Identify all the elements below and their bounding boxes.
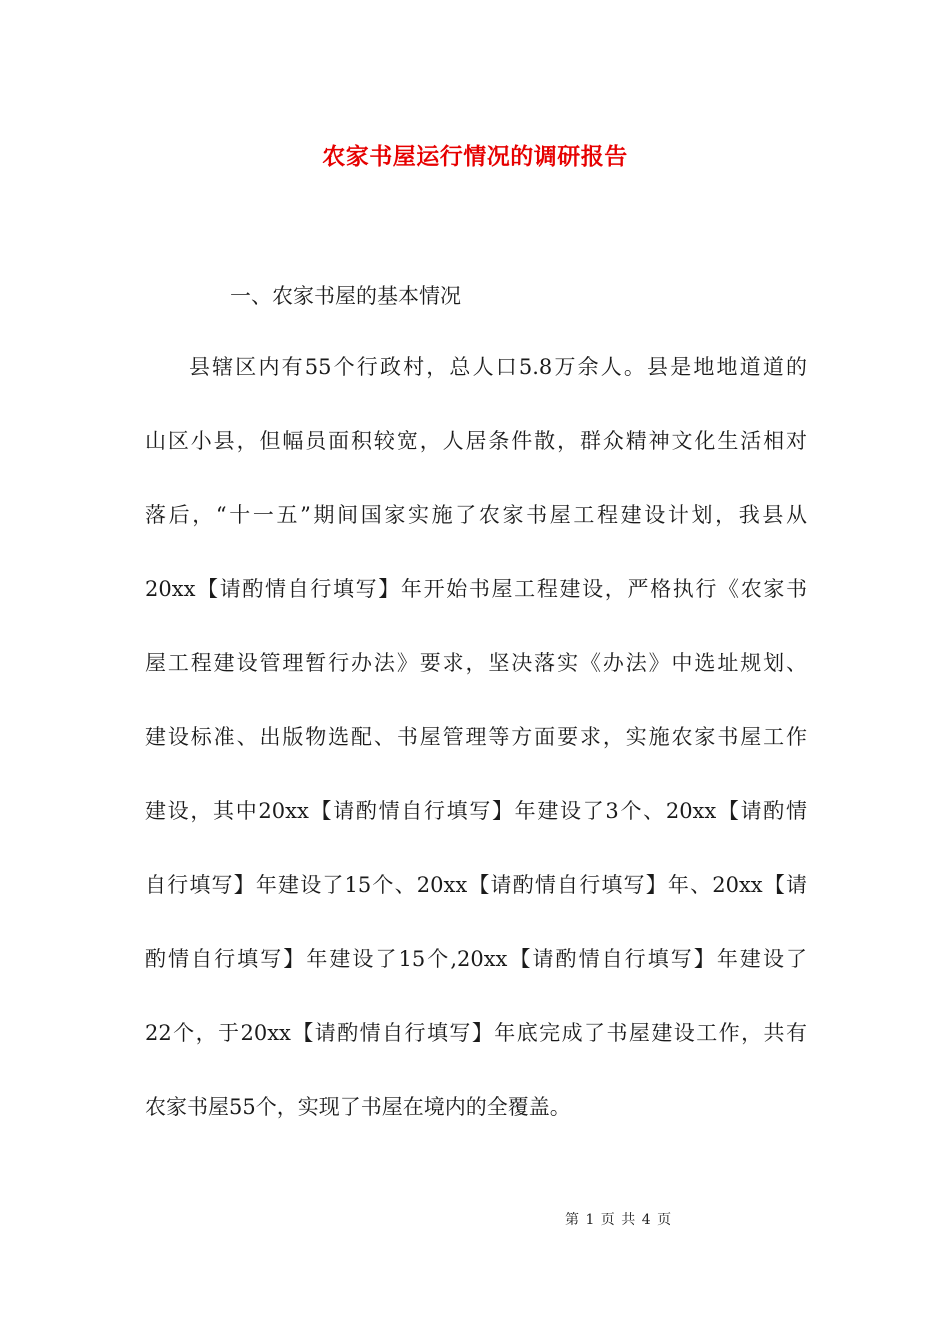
paragraph-line: 农家书屋55个，实现了书屋在境内的全覆盖。 <box>145 1095 571 1119</box>
paragraph-line: 建设，其中20xx【请酌情自行填写】年建设了3个、20xx【请酌情 <box>145 799 807 823</box>
paragraph-line: 建设标准、出版物选配、书屋管理等方面要求，实施农家书屋工作 <box>145 725 807 749</box>
paragraph-line: 县辖区内有55个行政村，总人口5.8万余人。县是地地道道的 <box>189 355 807 379</box>
paragraph-line: 自行填写】年建设了15个、20xx【请酌情自行填写】年、20xx【请 <box>145 873 807 897</box>
document-title: 农家书屋运行情况的调研报告 <box>322 143 628 170</box>
paragraph-line: 山区小县，但幅员面积较宽，人居条件散，群众精神文化生活相对 <box>145 429 807 453</box>
paragraph-line: 屋工程建设管理暂行办法》要求，坚决落实《办法》中选址规划、 <box>145 651 807 675</box>
paragraph-line: 20xx【请酌情自行填写】年开始书屋工程建设，严格执行《农家书 <box>145 577 807 601</box>
paragraph-line: 落后，“十一五”期间国家实施了农家书屋工程建设计划，我县从 <box>145 503 807 527</box>
section-heading: 一、农家书屋的基本情况 <box>230 284 461 308</box>
body-paragraph <box>145 352 807 1166</box>
page-number: 第 1 页 共 4 页 <box>565 1212 672 1228</box>
paragraph-line: 酌情自行填写】年建设了15个,20xx【请酌情自行填写】年建设了 <box>145 947 807 971</box>
paragraph-line: 22个，于20xx【请酌情自行填写】年底完成了书屋建设工作，共有 <box>145 1021 807 1045</box>
